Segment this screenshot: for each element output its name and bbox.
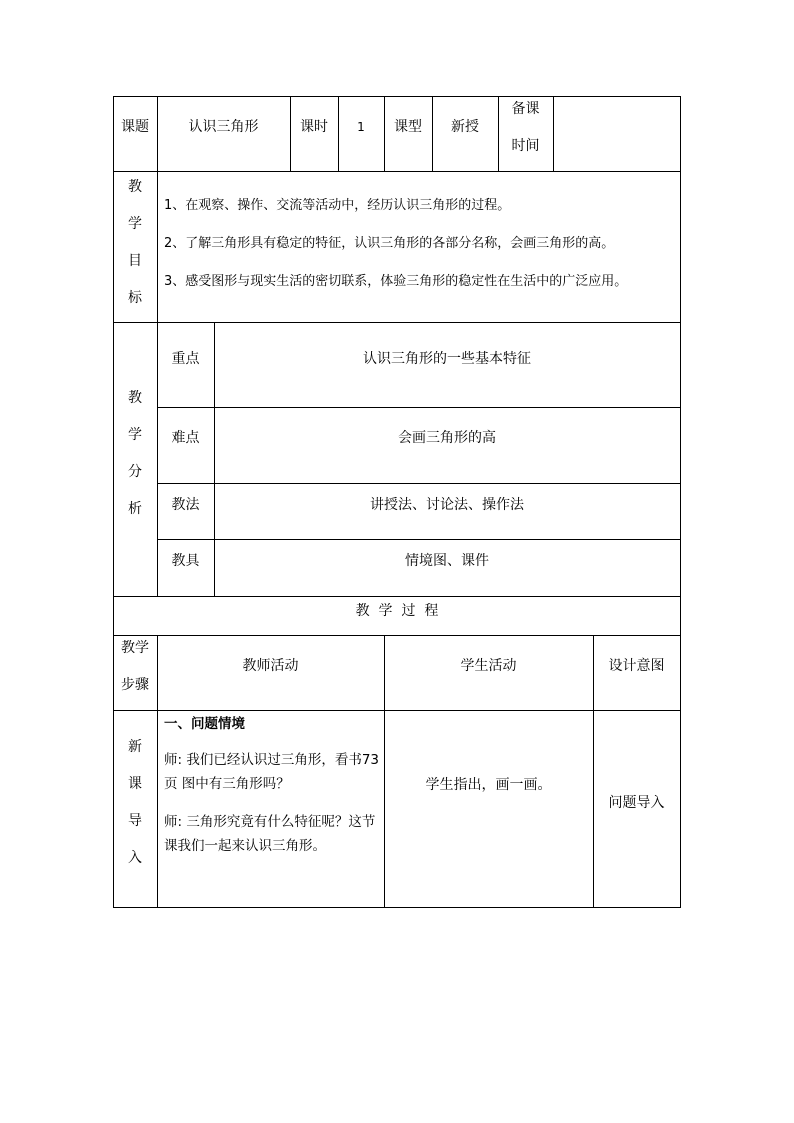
table-rule <box>157 407 681 408</box>
process-title: 教 学 过 程 <box>355 603 439 619</box>
table-rule <box>157 483 681 484</box>
method-value: 讲授法、讨论法、操作法 <box>370 497 524 513</box>
period-value: 1 <box>357 120 365 134</box>
table-rule <box>157 539 681 540</box>
objective-item: 2、了解三角形具有稳定的特征，认识三角形的各部分名称，会画三角形的高。 <box>164 236 615 251</box>
step-name <box>113 735 157 883</box>
table-rule <box>553 96 554 172</box>
analysis-label-char: 学 <box>128 427 142 443</box>
tools-label: 教具 <box>171 553 200 569</box>
objective-item: 1、在观察、操作、交流等活动中，经历认识三角形的过程。 <box>164 198 511 213</box>
table-rule <box>157 171 158 597</box>
table-border-bottom <box>113 907 681 908</box>
step-name-char: 新 <box>128 739 142 755</box>
tools-value: 情境图、课件 <box>405 553 489 569</box>
topic-label: 课题 <box>121 119 149 135</box>
objectives-label <box>113 175 157 323</box>
table-border-top <box>113 96 681 97</box>
key-point-value: 认识三角形的一些基本特征 <box>363 351 531 367</box>
step-label-line1: 教学 <box>121 640 149 656</box>
objectives-label-char: 目 <box>128 253 142 269</box>
table-rule <box>384 635 385 908</box>
teacher-activity-paragraph: 师: 三角形究竟有什么特征呢？这节课我们一起来认识三角形。 <box>164 814 376 854</box>
topic-value: 认识三角形 <box>188 119 259 135</box>
difficulty-label: 难点 <box>171 430 200 446</box>
table-rule <box>113 322 681 323</box>
student-activity: 学生指出，画一画。 <box>425 777 552 793</box>
table-rule <box>113 171 681 172</box>
table-rule <box>157 635 158 908</box>
table-border-right <box>680 96 681 908</box>
design-intent-header: 设计意图 <box>608 658 665 674</box>
method-label: 教法 <box>171 497 200 513</box>
teacher-activity-header: 教师活动 <box>242 658 299 674</box>
objectives-label-char: 教 <box>128 179 142 195</box>
analysis-label-char: 析 <box>128 501 142 517</box>
design-intent: 问题导入 <box>608 795 665 811</box>
difficulty-value: 会画三角形的高 <box>398 430 496 446</box>
table-rule <box>113 596 681 597</box>
objectives-label-char: 学 <box>128 216 142 232</box>
prep-time-label-line2: 时间 <box>511 138 540 154</box>
table-rule <box>113 635 681 636</box>
table-rule <box>593 635 594 908</box>
step-label-line2: 步骤 <box>121 677 149 693</box>
objective-item: 3、感受图形与现实生活的密切联系，体验三角形的稳定性在生活中的广泛应用。 <box>164 274 628 289</box>
objectives-label-char: 标 <box>128 290 142 306</box>
student-activity-header: 学生活动 <box>460 658 517 674</box>
table-rule <box>113 710 681 711</box>
teacher-activity-paragraph: 师: 我们已经认识过三角形，看书73页 图中有三角形吗？ <box>164 752 380 792</box>
period-label: 课时 <box>300 119 328 135</box>
step-name-char: 课 <box>128 776 142 792</box>
analysis-label <box>113 386 157 534</box>
step-name-char: 入 <box>128 850 142 866</box>
type-label: 课型 <box>394 119 422 135</box>
analysis-label-char: 教 <box>128 390 142 406</box>
teacher-activity-heading: 一、问题情境 <box>164 716 245 732</box>
step-name-char: 导 <box>128 813 142 829</box>
prep-time-label-line1: 备课 <box>511 101 540 117</box>
type-value: 新授 <box>451 119 479 135</box>
key-point-label: 重点 <box>171 351 200 367</box>
analysis-label-char: 分 <box>128 464 142 480</box>
